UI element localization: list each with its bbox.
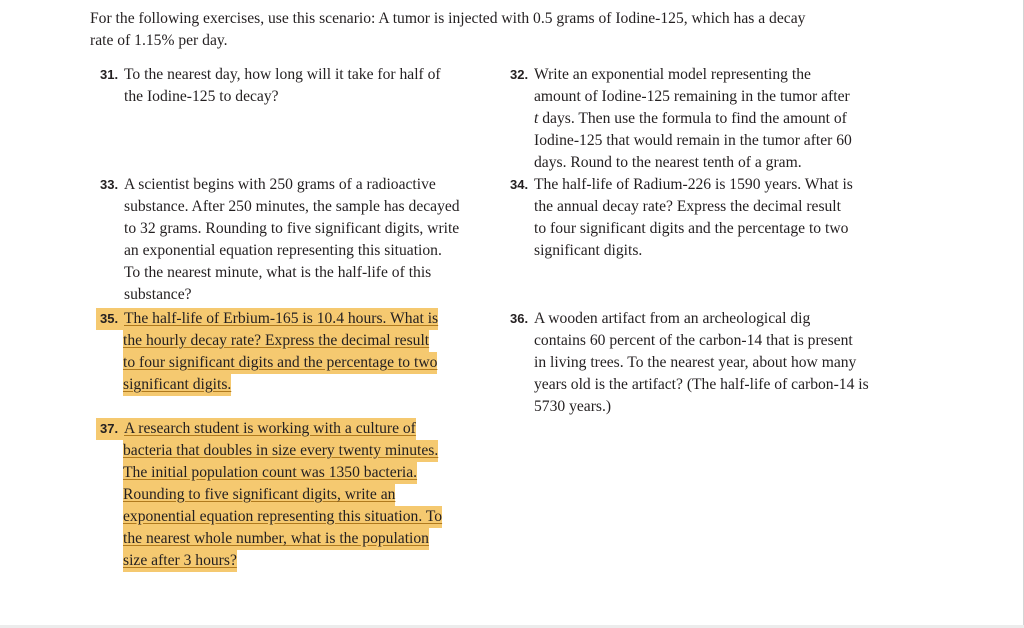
exercise-text-line: Rounding to five significant digits, write an	[123, 486, 396, 503]
exercise-36	[510, 308, 869, 418]
exercise-number: 31.	[100, 67, 119, 82]
exercise-text-line: years old is the artifact? (The half-life of carbon-14 is	[534, 376, 869, 393]
variable-t: t	[534, 110, 539, 127]
exercise-number: 36.	[510, 311, 529, 326]
exercise-number: 37.	[100, 421, 119, 436]
exercise-text-line: exponential equation representing this situation. To	[123, 508, 443, 525]
exercise-number: 33.	[100, 177, 119, 192]
exercise-34	[510, 174, 853, 262]
exercise-text-line: significant digits.	[123, 376, 232, 393]
intro-line-1: For the following exercises, use this scenario: A tumor is injected with 0.5 grams of Iodine-125, which has a decay	[90, 10, 806, 27]
exercise-text-line: The half-life of Radium-226 is 1590 years. What is	[534, 176, 853, 193]
exercise-text-line: the annual decay rate? Express the decimal result	[534, 198, 841, 215]
exercise-text-line: to four significant digits and the percentage to two	[123, 354, 438, 371]
exercise-text-line: substance?	[124, 286, 192, 303]
scenario-intro	[90, 8, 920, 52]
exercise-text-line: in living trees. To the nearest year, about how many	[534, 354, 857, 371]
exercise-text-line: days. Round to the nearest tenth of a gram.	[534, 154, 802, 171]
exercise-37-highlighted	[96, 418, 442, 572]
exercise-35-highlighted	[96, 308, 438, 396]
exercise-text-line: Iodine-125 that would remain in the tumor after 60	[534, 132, 852, 149]
exercise-31	[100, 64, 441, 108]
intro-line-2: rate of 1.15% per day.	[90, 32, 228, 49]
exercise-text-line: the hourly decay rate? Express the decimal result	[123, 332, 430, 349]
exercise-text-line: to four significant digits and the percentage to two	[534, 220, 849, 237]
exercise-text-line: A research student is working with a culture of	[124, 420, 416, 437]
exercise-text-line: amount of Iodine-125 remaining in the tumor after	[534, 88, 850, 105]
exercise-text-line: significant digits.	[534, 242, 643, 259]
exercise-text-line: To the nearest minute, what is the half-life of this	[124, 264, 432, 281]
exercise-text-line: to 32 grams. Rounding to five significant digits, write	[124, 220, 460, 237]
exercise-number: 34.	[510, 177, 529, 192]
exercise-text-line: The half-life of Erbium-165 is 10.4 hours. What is	[124, 310, 439, 327]
exercise-text-line: bacteria that doubles in size every twenty minutes.	[123, 442, 439, 459]
exercise-text-line: contains 60 percent of the carbon-14 that is present	[534, 332, 853, 349]
exercise-text-line: the Iodine-125 to decay?	[124, 88, 279, 105]
exercise-number: 32.	[510, 67, 529, 82]
exercise-number: 35.	[100, 311, 119, 326]
exercise-33	[100, 174, 460, 306]
exercise-text-line: To the nearest day, how long will it take for half of	[124, 66, 441, 83]
exercise-text-line: The initial population count was 1350 bacteria.	[123, 464, 418, 481]
exercise-text-line: Write an exponential model representing the	[534, 66, 811, 83]
exercise-text-line: days. Then use the formula to find the amount of	[542, 110, 847, 127]
exercise-text-line: A wooden artifact from an archeological dig	[534, 310, 811, 327]
exercise-text-line: A scientist begins with 250 grams of a radioactive	[124, 176, 436, 193]
exercise-32	[510, 64, 852, 174]
exercise-text-line: substance. After 250 minutes, the sample has decayed	[124, 198, 460, 215]
exercise-text-line: the nearest whole number, what is the population	[123, 530, 429, 547]
exercise-text-line: an exponential equation representing this situation.	[124, 242, 442, 259]
exercise-text-line: 5730 years.)	[534, 398, 612, 415]
exercise-text-line: size after 3 hours?	[123, 552, 237, 569]
